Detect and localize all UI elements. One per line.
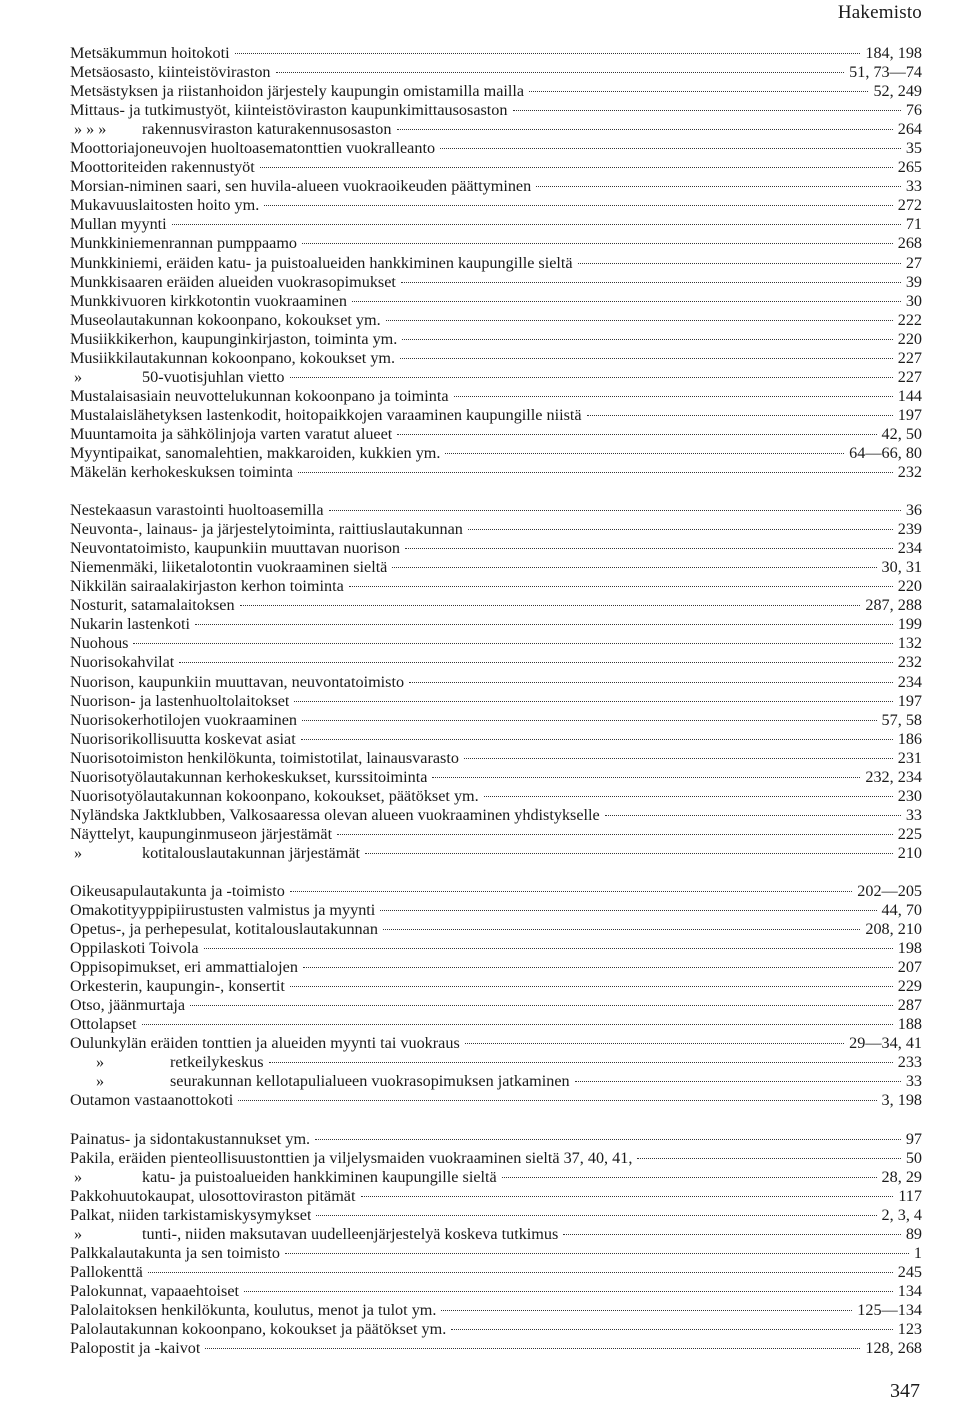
entry-text: Moottoriteiden rakennustyöt [70,158,255,177]
dot-leader [352,301,901,302]
entry-text: Näyttelyt, kaupunginmuseon järjestämät [70,824,333,843]
dot-leader [529,91,868,92]
entry-text: Outamon vastaanottokoti [70,1091,234,1110]
entry-text: Palolautakunnan kokoonpano, kokoukset ja päätökset ym. [70,1320,447,1338]
index-entry [70,158,922,177]
entry-text: Nikkilän sairaalakirjaston kerhon toiminta [70,577,344,596]
dot-leader [290,891,852,892]
entry-pages: 125—134 [857,1300,922,1319]
dot-leader [563,1234,901,1235]
index-entry [70,1282,922,1301]
index-entry [70,958,922,977]
entry-pages: 71 [905,215,922,234]
entry-text: Nuorisotyölautakunnan kokoonpano, kokoukset, päätökset ym. [70,786,479,805]
entry-text: Mustalaislähetyksen lastenkodit, hoitopaikkojen varaaminen kaupungille niistä [70,405,582,424]
dot-leader [337,834,893,835]
dot-leader [432,777,860,778]
entry-pages: 227 [897,348,922,367]
index-entry [70,844,922,863]
entry-pages: 27 [905,253,922,272]
entry-pages: 123 [897,1320,922,1338]
entry-pages: 287, 288 [865,596,922,615]
dot-leader [133,643,892,644]
index-entry [70,977,922,996]
index-entry [70,806,922,825]
entry-pages: 97 [905,1129,922,1148]
index-entry [70,996,922,1015]
index-entry [70,1187,922,1206]
dot-leader [190,1005,893,1006]
entry-text: Nuorisorikollisuutta koskevat asiat [70,729,296,748]
dot-leader [195,624,893,625]
entry-text: Nestekaasun varastointi huoltoasemilla [70,501,324,520]
entry-pages: 227 [897,367,922,386]
entry-pages: 184, 198 [865,44,922,62]
entry-text: Palopostit ja -kaivot [70,1339,201,1358]
entry-text: Nuorison- ja lastenhuoltolaitokset [70,691,290,710]
dot-leader [409,682,893,683]
entry-pages: 230 [897,786,922,805]
entry-text: Moottoriajoneuvojen huoltoasematonttien vuokralleanto [70,139,436,158]
entry-pages: 2, 3, 4 [881,1205,922,1224]
entry-pages: 36 [905,501,922,520]
entry-text: Muuntamoita ja sähkölinjoja varten varatut alueet [70,424,393,443]
ditto-mark: » [74,367,83,386]
index-entry [70,1130,922,1149]
entry-text: Orkesterin, kaupungin-, konsertit [70,977,285,996]
dot-leader [269,1062,893,1063]
entry-pages: 57, 58 [881,710,922,729]
index-entry [70,273,922,292]
index-section [70,1130,922,1359]
entry-text: Munkkiniemi, eräiden katu- ja puistoalueiden hankkiminen kaupungille sieltä [70,253,573,272]
index-entry [70,596,922,615]
index-entry [70,215,922,234]
entry-pages: 44, 70 [881,901,922,920]
entry-text: Myyntipaikat, sanomalehtien, makkaroiden, kukkien ym. [70,443,441,462]
index-entry [70,63,922,82]
dot-leader [465,1043,844,1044]
entry-pages: 220 [897,329,922,348]
entry-pages: 232 [897,463,922,482]
entry-pages: 202—205 [857,881,922,900]
entry-pages: 272 [897,196,922,215]
entry-text: Opetus-, ja perhepesulat, kotitalouslautakunnan [70,920,378,939]
index-entry [70,425,922,444]
entry-pages: 265 [897,158,922,177]
dot-leader [451,1329,892,1330]
dot-leader [276,72,845,73]
entry-text: Otso, jäänmurtaja [70,996,186,1015]
index-entry [70,1015,922,1034]
entry-text: Oikeusapulautakunta ja -toimisto [70,881,285,900]
index-entry [70,653,922,672]
entry-pages: 220 [897,577,922,596]
dot-leader [302,243,893,244]
entry-text: Nyländska Jaktklubben, Valkosaaressa olevan alueen vuokraaminen yhdistykselle [70,805,600,824]
entry-text: Oppilaskoti Toivola [70,939,199,958]
entry-pages: 229 [897,977,922,996]
index-entry [70,615,922,634]
dot-leader [349,586,893,587]
ditto-mark: » » » [74,120,107,139]
index-entry [70,1168,922,1187]
dot-leader [235,53,861,54]
index-entry [70,292,922,311]
ditto-mark: » [74,1224,83,1243]
entry-pages: 188 [897,1015,922,1034]
entry-pages: 33 [905,177,922,196]
index-entry [70,1053,922,1072]
index-entry [70,501,922,520]
index-entry [70,711,922,730]
dot-leader [179,662,892,663]
entry-pages: 29—34, 41 [849,1034,922,1053]
dot-leader [290,377,893,378]
entry-text: katu- ja puistoalueiden hankkiminen kaupungille sieltä [142,1167,497,1186]
entry-pages: 39 [905,272,922,291]
entry-pages: 1 [913,1243,922,1262]
index-entry [70,1320,922,1339]
dot-leader [298,472,893,473]
entry-text: Omakotityyppipiirustusten valmistus ja myynti [70,901,376,920]
dot-leader [303,967,893,968]
index-entry [70,311,922,330]
entry-pages: 134 [897,1281,922,1300]
index-entry [70,177,922,196]
entry-pages: 233 [897,1053,922,1072]
entry-pages: 239 [897,520,922,539]
entry-pages: 245 [897,1262,922,1281]
index-section [70,882,922,1111]
ditto-mark: » [74,843,83,862]
entry-pages: 234 [897,672,922,691]
index-entry [70,577,922,596]
entry-pages: 222 [897,310,922,329]
entry-text: kotitalouslautakunnan järjestämät [142,843,361,862]
entry-text: Metsästyksen ja riistanhoidon järjestely kaupungin omistamilla mailla [70,82,525,101]
entry-text: Nukarin lastenkoti [70,615,191,634]
entry-pages: 30 [905,291,922,310]
index-entry [70,444,922,463]
entry-pages: 207 [897,958,922,977]
dot-leader [397,434,876,435]
index-entry [70,825,922,844]
dot-leader [238,1100,876,1101]
entry-pages: 3, 198 [881,1091,922,1110]
dot-leader [575,1081,901,1082]
index-entry [70,196,922,215]
dot-leader [365,853,893,854]
entry-text: Palokunnat, vapaaehtoiset [70,1281,240,1300]
entry-text: tunti-, niiden maksutavan uudelleenjärjestelyä koskeva tutkimus [142,1224,559,1243]
index-entry [70,1072,922,1091]
dot-leader [386,320,893,321]
entry-text: Palolaitoksen henkilökunta, koulutus, menot ja tulot ym. [70,1300,437,1319]
dot-leader [397,129,893,130]
index-entry [70,44,922,63]
index-entry [70,1225,922,1244]
entry-text: Mukavuuslaitosten hoito ym. [70,196,260,215]
index-entry [70,254,922,273]
entry-text: Nuorisotoimiston henkilökunta, toimistotilat, lainausvarasto [70,748,459,767]
entry-pages: 35 [905,139,922,158]
entry-text: Pallokenttä [70,1262,143,1281]
dot-leader [405,548,893,549]
index-entry [70,1149,922,1168]
dot-leader [637,1158,900,1159]
index-entry [70,920,922,939]
entry-text: Palkkalautakunta ja sen toimisto [70,1243,280,1262]
entry-text: Nuorisokahvilat [70,653,175,672]
index-entry [70,1339,922,1358]
index-entry [70,368,922,387]
dot-leader [290,986,893,987]
entry-pages: 117 [898,1186,922,1205]
entry-pages: 198 [897,939,922,958]
index-entry [70,539,922,558]
entry-pages: 132 [897,634,922,653]
ditto-mark: » [96,1072,105,1091]
index-entry [70,1244,922,1263]
entry-text: Munkkiniemenrannan pumppaamo [70,234,298,253]
entry-text: Musiikkikerhon, kaupunginkirjaston, toiminta ym. [70,329,398,348]
entry-pages: 50 [905,1148,922,1167]
entry-pages: 128, 268 [865,1339,922,1358]
dot-leader [204,948,893,949]
dot-leader [244,1291,893,1292]
entry-text: Munkkivuoren kirkkotontin vuokraaminen [70,291,347,310]
entry-text: Munkkisaaren eräiden alueiden vuokrasopimukset [70,272,396,291]
entry-text: Nuorison, kaupunkiin muuttavan, neuvontatoimisto [70,672,405,691]
entry-pages: 287 [897,996,922,1015]
index-entry [70,634,922,653]
index-section [70,501,922,863]
entry-text: Neuvontatoimisto, kaupunkiin muuttavan nuorison [70,539,401,558]
index-entry [70,520,922,539]
entry-text: Oppisopimukset, eri ammattialojen [70,958,298,977]
index-entry [70,749,922,768]
ditto-mark: » [96,1053,105,1072]
entry-pages: 197 [897,405,922,424]
index-entry [70,882,922,901]
dot-leader [502,1177,877,1178]
dot-leader [316,1215,876,1216]
index-entry [70,939,922,958]
dot-leader [513,110,901,111]
entry-pages: 33 [905,1072,922,1091]
index-entry [70,730,922,749]
entry-pages: 28, 29 [881,1167,922,1186]
entry-pages: 232 [897,653,922,672]
entry-text: retkeilykeskus [170,1053,264,1072]
index-entry [70,387,922,406]
dot-leader [315,1139,901,1140]
index-entry [70,1034,922,1053]
dot-leader [441,1310,852,1311]
index-entry [70,330,922,349]
dot-leader [587,415,893,416]
dot-leader [302,720,877,721]
index-list [70,44,922,1377]
entry-text: Nuohous [70,634,129,653]
entry-pages: 30, 31 [881,558,922,577]
index-entry [70,768,922,787]
entry-pages: 199 [897,615,922,634]
entry-text: Nosturit, satamalaitoksen [70,596,235,615]
dot-leader [301,739,893,740]
dot-leader [536,186,901,187]
index-entry [70,349,922,368]
index-entry [70,673,922,692]
entry-pages: 225 [897,824,922,843]
index-entry [70,558,922,577]
entry-pages: 234 [897,539,922,558]
entry-pages: 76 [905,101,922,120]
entry-text: Metsäosasto, kiinteistöviraston [70,63,271,82]
entry-text: Mäkelän kerhokeskuksen toiminta [70,463,293,482]
index-entry [70,1091,922,1110]
page-number: 347 [890,1380,920,1402]
dot-leader [240,605,861,606]
entry-text: Palkat, niiden tarkistamiskysymykset [70,1205,312,1224]
entry-text: Painatus- ja sidontakustannukset ym. [70,1129,311,1148]
entry-pages: 210 [897,843,922,862]
entry-pages: 144 [897,386,922,405]
index-entry [70,787,922,806]
ditto-mark: » [74,1167,83,1186]
entry-pages: 52, 249 [873,82,922,101]
index-entry [70,234,922,253]
dot-leader [329,510,901,511]
entry-pages: 33 [905,805,922,824]
index-entry [70,1206,922,1225]
entry-text: Morsian-niminen saari, sen huvila-alueen vuokraoikeuden päättyminen [70,177,532,196]
dot-leader [294,701,892,702]
entry-text: Pakkohuutokaupat, ulosottoviraston pitämät [70,1186,356,1205]
entry-text: Ottolapset [70,1015,137,1034]
index-entry [70,406,922,425]
entry-pages: 232, 234 [865,767,922,786]
index-entry [70,1301,922,1320]
dot-leader [361,1196,894,1197]
index-entry [70,692,922,711]
index-entry [70,120,922,139]
entry-pages: 89 [905,1224,922,1243]
dot-leader [402,339,892,340]
entry-text: Musiikkilautakunnan kokoonpano, kokoukset ym. [70,348,396,367]
entry-pages: 186 [897,729,922,748]
entry-text: Mullan myynti [70,215,167,234]
entry-text: Museolautakunnan kokoonpano, kokoukset ym. [70,310,381,329]
dot-leader [468,529,893,530]
entry-text: Nuorisokerhotilojen vuokraaminen [70,710,298,729]
dot-leader [484,796,893,797]
dot-leader [392,567,876,568]
entry-text: Oulunkylän eräiden tonttien ja alueiden myynti tai vuokraus [70,1034,460,1053]
dot-leader [172,224,901,225]
index-entry [70,901,922,920]
dot-leader [260,167,893,168]
dot-leader [605,815,901,816]
dot-leader [401,282,901,283]
entry-text: rakennusviraston katurakennusosaston [142,120,392,139]
index-entry [70,1263,922,1282]
dot-leader [205,1348,860,1349]
index-section [70,44,922,482]
entry-text: 50-vuotisjuhlan vietto [142,367,285,386]
index-entry [70,82,922,101]
entry-pages: 51, 73—74 [849,63,922,82]
entry-text: Nuorisotyölautakunnan kerhokeskukset, kurssitoiminta [70,767,428,786]
dot-leader [142,1024,893,1025]
dot-leader [445,453,844,454]
index-entry [70,101,922,120]
entry-pages: 231 [897,748,922,767]
entry-text: seurakunnan kellotapulialueen vuokrasopimuksen jatkaminen [170,1072,570,1091]
index-entry [70,463,922,482]
entry-text: Niemenmäki, liiketalotontin vuokraaminen sieltä [70,558,388,577]
entry-pages: 197 [897,691,922,710]
dot-leader [148,1272,893,1273]
entry-text: Mittaus- ja tutkimustyöt, kiinteistöviraston kaupunkimittausosaston [70,101,508,120]
dot-leader [578,263,901,264]
entry-pages: 208, 210 [865,920,922,939]
entry-text: Mustalaisasiain neuvottelukunnan kokoonpano ja toiminta [70,386,449,405]
entry-text: Pakila, eräiden pienteollisuustonttien ja viljelysmaiden vuokraaminen sieltä 37, 40, 41, [70,1148,633,1167]
dot-leader [400,358,893,359]
entry-text: Neuvonta-, lainaus- ja järjestelytoiminta, raittiuslautakunnan [70,520,463,539]
dot-leader [380,910,876,911]
dot-leader [383,929,860,930]
index-entry [70,139,922,158]
entry-text: Metsäkummun hoitokoti [70,44,230,62]
dot-leader [440,148,901,149]
entry-pages: 64—66, 80 [849,443,922,462]
dot-leader [464,758,893,759]
dot-leader [285,1253,909,1254]
page-header-title: Hakemisto [837,2,922,23]
entry-pages: 42, 50 [881,424,922,443]
dot-leader [264,205,892,206]
dot-leader [454,396,893,397]
entry-pages: 268 [897,234,922,253]
entry-pages: 264 [897,120,922,139]
